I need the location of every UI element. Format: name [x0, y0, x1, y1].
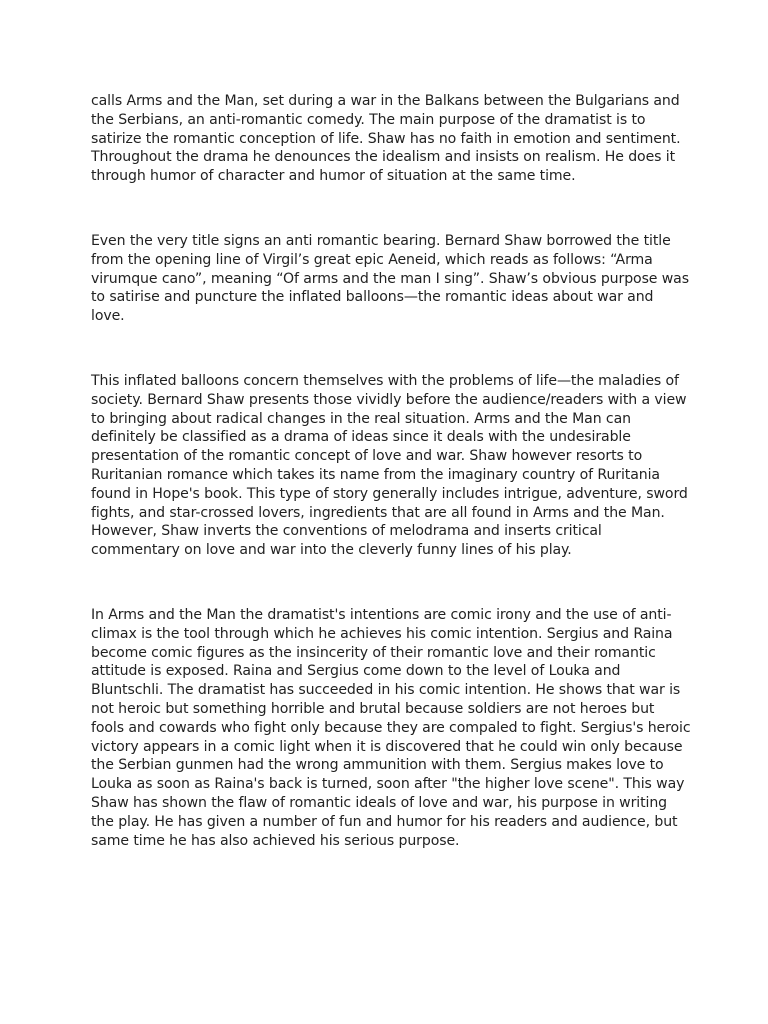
paragraph-1: calls Arms and the Man, set during a war in the Balkans between the Bulgarians and the Serbians, an anti-romantic comedy. The main purpose of the dramatist is to satirize the romantic conception of life. Shaw has no faith in emotion and sentiment. Throughout the drama he denounces the idealism and insists on realism. He does it through humor of character and humor of situation at the same time. [91, 93, 681, 185]
paragraph-3: This inflated balloons concern themselves with the problems of life—the maladies of society. Bernard Shaw presents those vividly before the audience/readers with a view to bringing about radical changes in the real situation. Arms and the Man can definitely be classified as a drama of ideas since it deals with the undesirable presentation of the romantic concept of love and war. Shaw however resorts to Ruritanian romance which takes its name from the imaginary country of Ruritania found in Hope's book. This type of story generally includes intrigue, adventure, sword fights, and star-crossed lovers, ingredients that are all found in Arms and the Man. However, Shaw inverts the conventions of melodrama and inserts critical commentary on love and war into the cleverly funny lines of his play. [91, 373, 688, 559]
paragraph-4: In Arms and the Man the dramatist's intentions are comic irony and the use of anti-climax is the tool through which he achieves his comic intention. Sergius and Raina become comic figures as the insincerity of their romantic love and their romantic attitude is exposed. Raina and Sergius come down to the level of Louka and Bluntschli. The dramatist has succeeded in his comic intention. He shows that war is not heroic but something horrible and brutal because soldiers are not heroes but fools and cowards who fight only because they are compaled to fight. Sergius's heroic victory appears in a comic light when it is discovered that he could win only because the Serbian gunmen had the wrong ammunition with them. Sergius makes love to Louka as soon as Raina's back is turned, soon after "the higher love scene". This way Shaw has shown the flaw of romantic ideals of love and war, his purpose in writing the play. He has given a number of fun and humor for his readers and audience, but same time he has also achieved his serious purpose. [91, 607, 691, 849]
paragraph-2: Even the very title signs an anti romantic bearing. Bernard Shaw borrowed the title from the opening line of Virgil’s great epic Aeneid, which reads as follows: “Arma virumque cano”, meaning “Of arms and the man I sing”. Shaw’s obvious purpose was to satirise and puncture the inflated balloons—the romantic ideas about war and love. [91, 233, 689, 325]
